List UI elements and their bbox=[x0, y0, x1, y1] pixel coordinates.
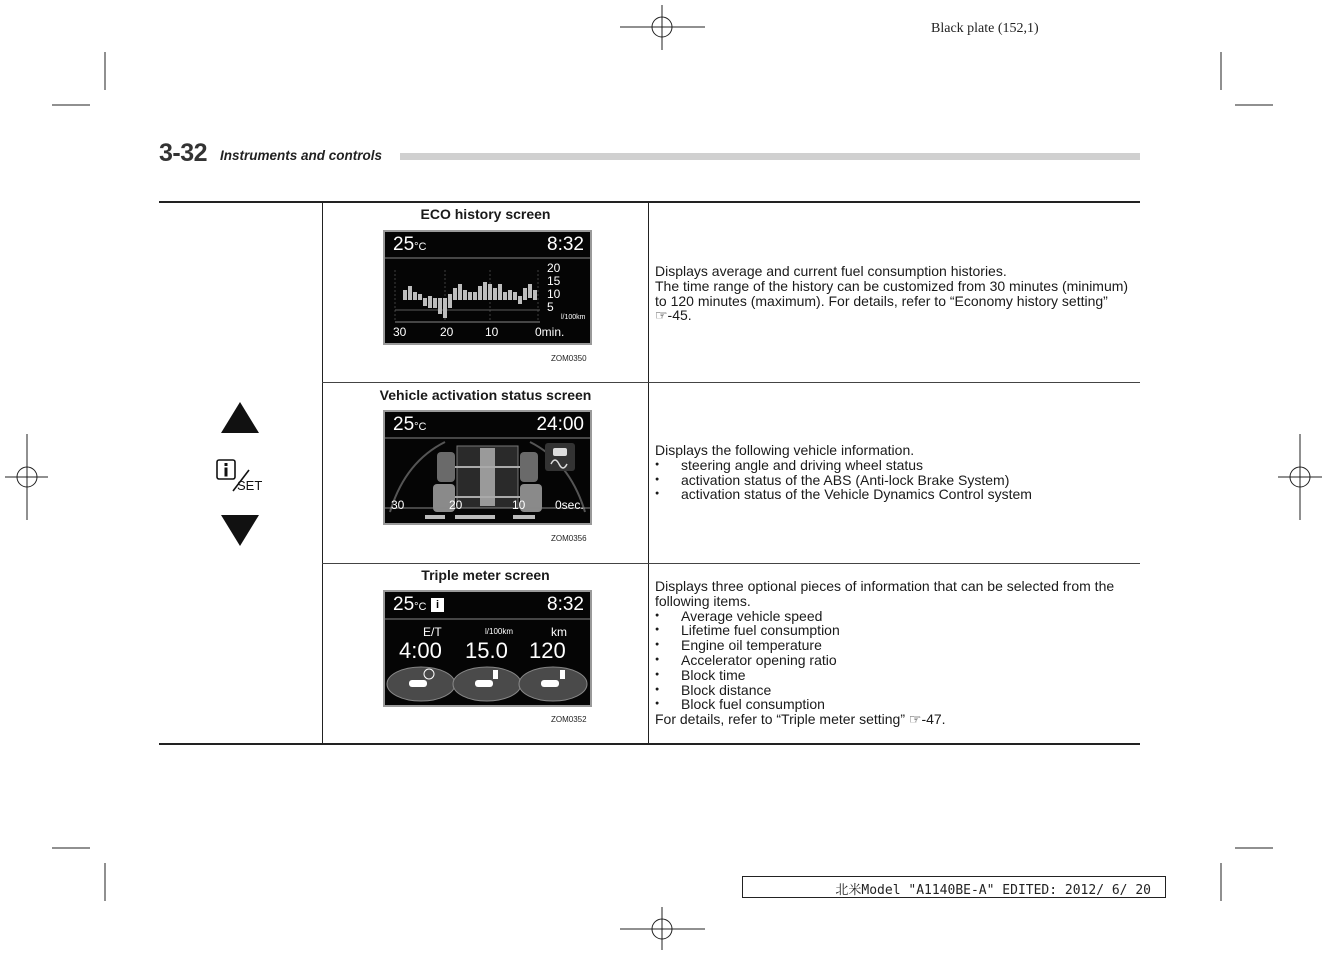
figure-code: ZOM0352 bbox=[551, 715, 587, 724]
description-outro: For details, refer to “Triple meter setting” ☞-47. bbox=[655, 711, 946, 728]
list-item: ● Average vehicle speed bbox=[655, 609, 1137, 624]
set-label: SET bbox=[237, 478, 263, 493]
row-divider-1 bbox=[322, 382, 1140, 383]
row-title: Vehicle activation status screen bbox=[379, 387, 592, 403]
list-item: ● steering angle and driving wheel status bbox=[655, 458, 1137, 473]
description-intro: Displays three optional pieces of information that can be selected from the following items. bbox=[655, 578, 1115, 609]
section-title: Instruments and controls bbox=[220, 148, 383, 163]
x-tick: 10 bbox=[512, 498, 526, 512]
page-number: 3-32 bbox=[159, 139, 208, 167]
description-list bbox=[655, 458, 1137, 502]
history-bars bbox=[403, 282, 537, 318]
info-set-icon bbox=[215, 458, 275, 496]
y-tick: 10 bbox=[547, 287, 561, 301]
meter-label: km bbox=[551, 625, 567, 639]
info-icon: i bbox=[431, 598, 444, 612]
temperature: 25°C bbox=[393, 594, 427, 615]
list-item: ● Block time bbox=[655, 668, 1137, 683]
row-title: ECO history screen bbox=[420, 206, 551, 222]
list-item: ● Engine oil temperature bbox=[655, 638, 1137, 653]
x-tick: 20 bbox=[440, 325, 454, 339]
figure-code: ZOM0356 bbox=[551, 534, 587, 543]
list-item: ● Lifetime fuel consumption bbox=[655, 623, 1137, 638]
list-item: ● activation status of the ABS (Anti-lock Brake System) bbox=[655, 473, 1137, 488]
clock: 24:00 bbox=[536, 414, 584, 435]
y-axis-ticks bbox=[547, 262, 560, 314]
x-tick: 30 bbox=[393, 325, 407, 339]
x-tick: 30 bbox=[391, 498, 405, 512]
table-col-divider-1 bbox=[322, 202, 323, 744]
eco-history-screen-figure bbox=[383, 230, 592, 345]
row-divider-2 bbox=[322, 563, 1140, 564]
clock: 8:32 bbox=[547, 234, 584, 255]
meter-value: 120 bbox=[529, 638, 566, 663]
meter-value: 4:00 bbox=[399, 638, 442, 663]
triangle-up-icon bbox=[221, 402, 259, 433]
y-tick: 20 bbox=[547, 261, 561, 275]
description-list bbox=[655, 609, 1137, 713]
x-tick: 0min. bbox=[535, 325, 565, 339]
meter-value: 15.0 bbox=[465, 638, 508, 663]
x-tick: 10 bbox=[485, 325, 499, 339]
list-item: ● Block distance bbox=[655, 683, 1137, 698]
edit-info-box bbox=[742, 876, 1166, 898]
table-top-rule bbox=[159, 201, 1140, 203]
temperature: 25°C bbox=[393, 234, 427, 255]
description-intro: Displays the following vehicle information. bbox=[655, 442, 915, 458]
y-tick: 5 bbox=[547, 300, 554, 314]
description-line: Displays average and current fuel consumption histories. bbox=[655, 263, 1007, 279]
triangle-down-icon bbox=[221, 515, 259, 546]
y-tick: 15 bbox=[547, 274, 561, 288]
unit-label: l/100km bbox=[561, 314, 586, 321]
table-col-divider-2 bbox=[648, 202, 649, 744]
triple-meter-screen-figure bbox=[383, 590, 592, 707]
plate-label: Black plate (152,1) bbox=[931, 21, 1039, 36]
list-item: ● Accelerator opening ratio bbox=[655, 653, 1137, 668]
x-tick: 20 bbox=[449, 498, 463, 512]
edit-info-text: 北米Model "A1140BE-A" EDITED: 2012/ 6/ 20 bbox=[835, 883, 1151, 898]
header-rule bbox=[400, 153, 1140, 160]
x-tick: 0sec. bbox=[555, 498, 584, 512]
meter-label: E/T bbox=[423, 625, 442, 639]
vehicle-activation-screen-figure bbox=[383, 410, 592, 525]
row-title: Triple meter screen bbox=[421, 567, 550, 583]
row-description bbox=[655, 443, 1137, 502]
table-bottom-rule bbox=[159, 743, 1140, 745]
temperature: 25°C bbox=[393, 414, 427, 435]
row-description bbox=[655, 264, 1137, 323]
list-item: ● activation status of the Vehicle Dynamics Control system bbox=[655, 487, 1137, 502]
meter-label: l/100km bbox=[485, 627, 514, 636]
list-item: ● Block fuel consumption bbox=[655, 697, 1137, 712]
clock: 8:32 bbox=[547, 594, 584, 615]
description-line: The time range of the history can be customized from 30 minutes (minimum) to 120 minutes (maximum). For details, refer to “Economy history setting” ☞-45. bbox=[655, 277, 1129, 324]
row-description bbox=[655, 579, 1137, 727]
figure-code: ZOM0350 bbox=[551, 354, 587, 363]
